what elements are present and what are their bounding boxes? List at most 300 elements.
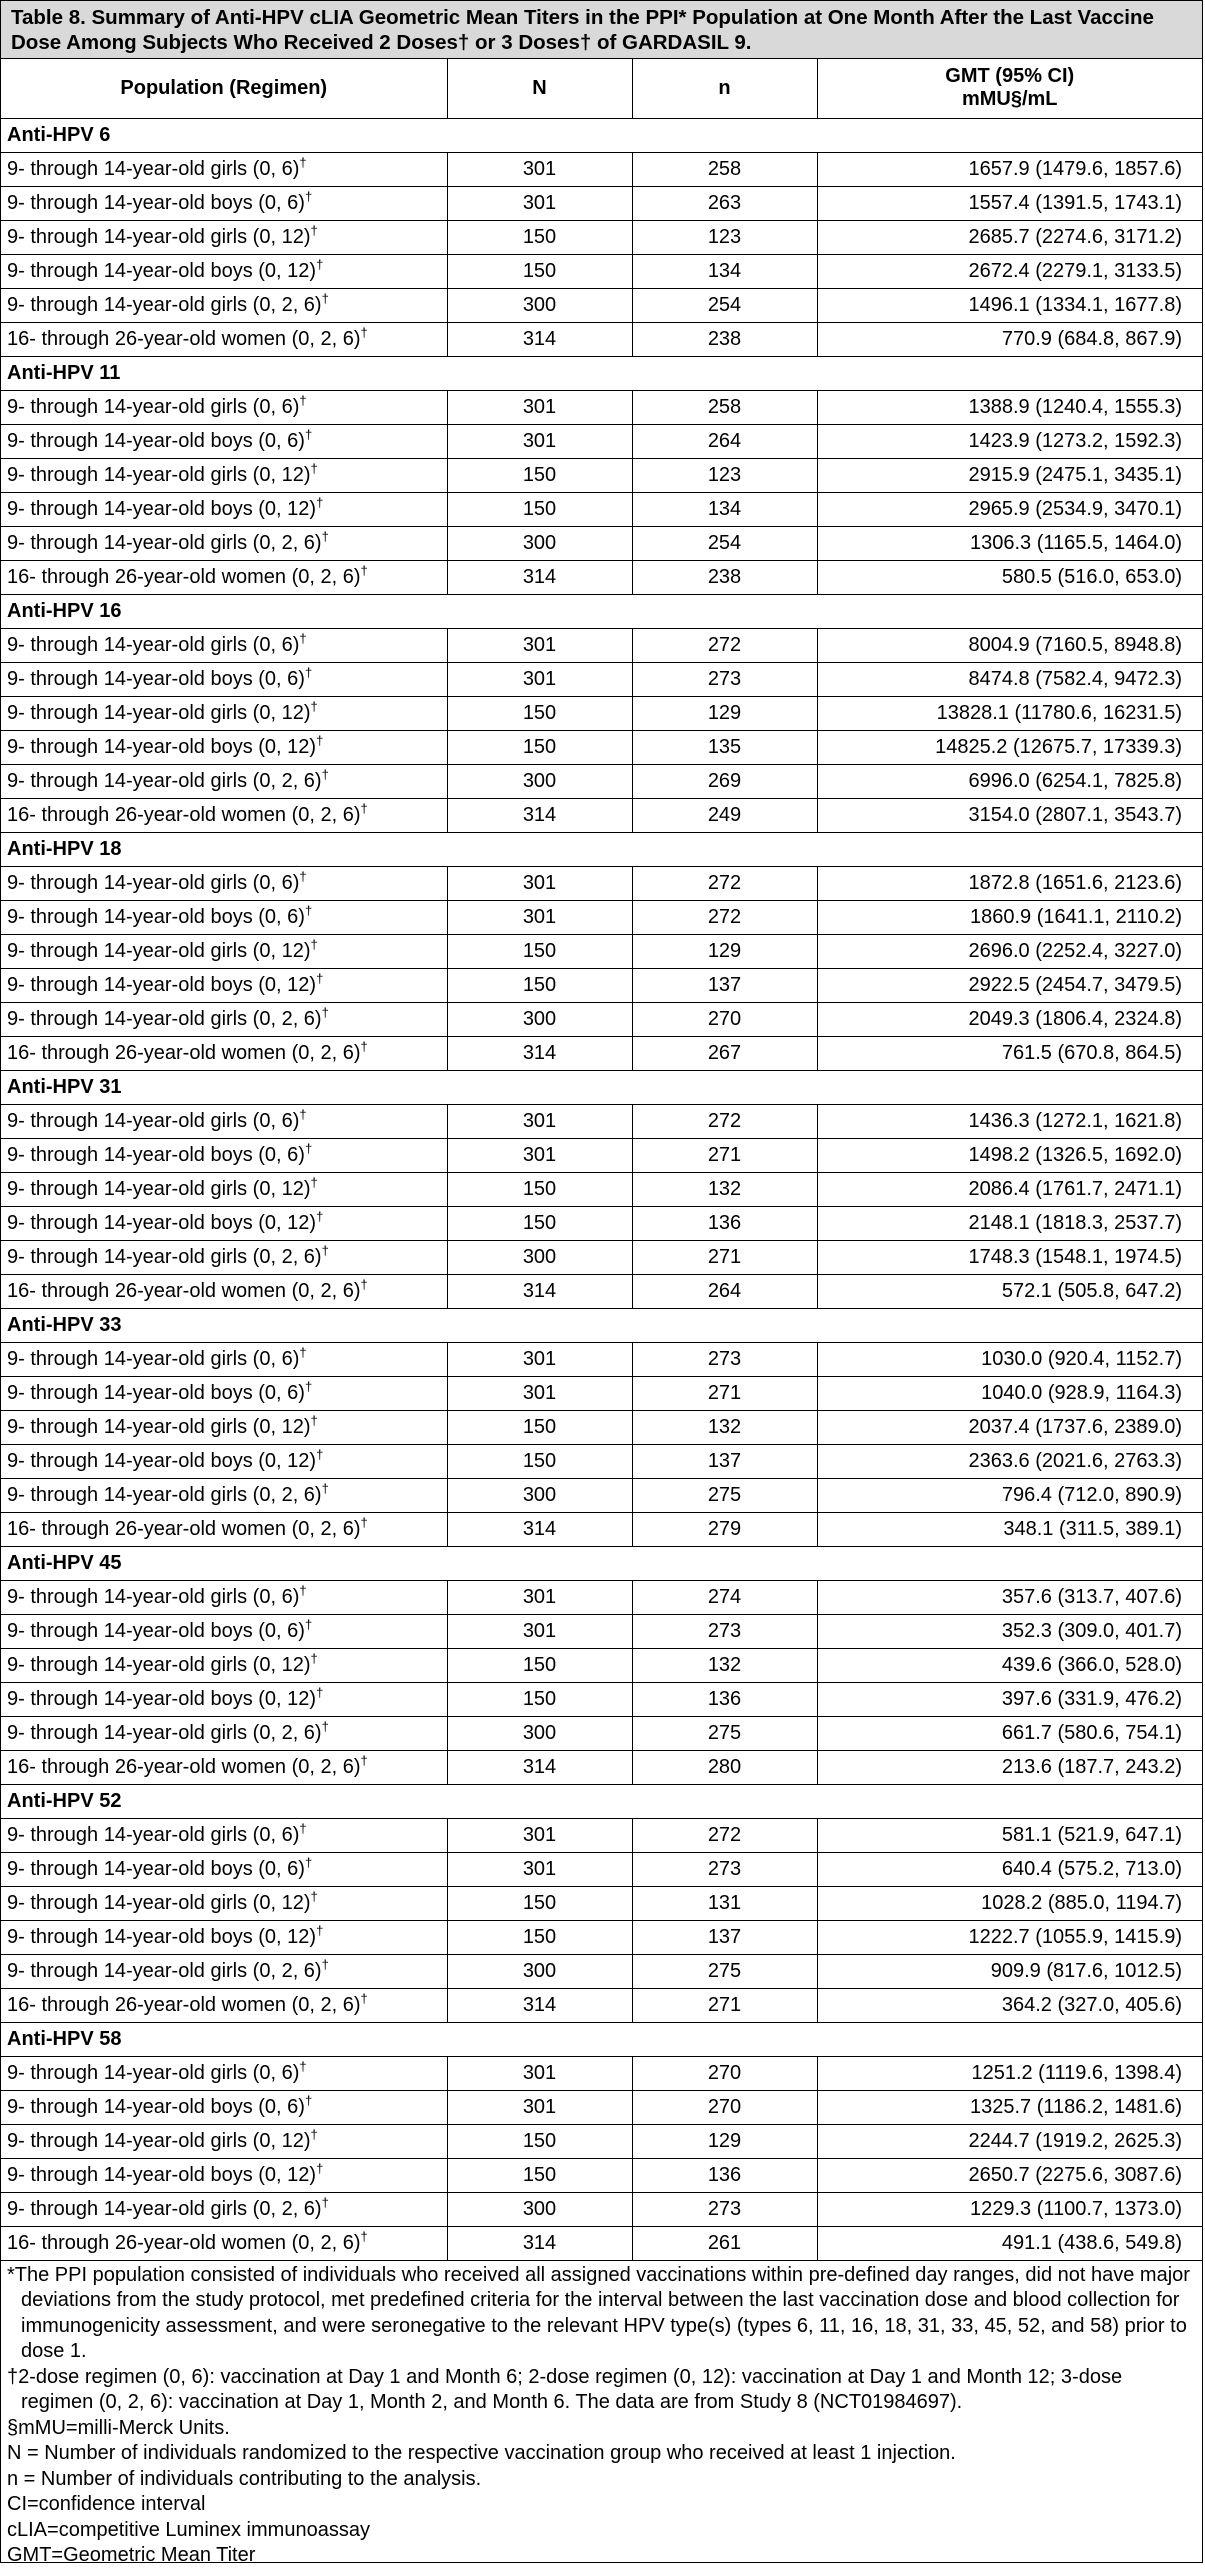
dagger-mark: † [316, 970, 324, 986]
section-label: Anti-HPV 33 [1, 1308, 1202, 1342]
cell-population [1, 2056, 447, 2090]
population-text: 9- through 14-year-old girls (0, 6) [7, 2061, 300, 2084]
table-row [1, 1104, 1202, 1138]
table-row [1, 1614, 1202, 1648]
table-row [1, 1342, 1202, 1376]
cell-n: 132 [632, 1410, 817, 1444]
cell-N: 150 [447, 1682, 632, 1716]
cell-N: 301 [447, 866, 632, 900]
cell-population [1, 1920, 447, 1954]
population-text: 9- through 14-year-old boys (0, 12) [7, 973, 317, 996]
cell-N: 301 [447, 1376, 632, 1410]
cell-gmt: 580.5 (516.0, 653.0) [817, 560, 1202, 594]
table-row [1, 696, 1202, 730]
population-text: 9- through 14-year-old girls (0, 6) [7, 395, 300, 418]
cell-n: 135 [632, 730, 817, 764]
cell-n: 273 [632, 662, 817, 696]
table-row [1, 1376, 1202, 1410]
cell-N: 301 [447, 662, 632, 696]
dagger-mark: † [321, 1956, 329, 1972]
table-row [1, 968, 1202, 1002]
cell-n: 264 [632, 424, 817, 458]
dagger-mark: † [299, 2058, 307, 2074]
cell-gmt: 2672.4 (2279.1, 3133.5) [817, 254, 1202, 288]
table-row [1, 492, 1202, 526]
cell-n: 273 [632, 1342, 817, 1376]
header-gmt-line1: GMT (95% CI) [945, 65, 1075, 88]
cell-N: 300 [447, 1478, 632, 1512]
dagger-mark: † [304, 2092, 313, 2108]
cell-n: 123 [632, 220, 817, 254]
cell-gmt: 1030.0 (920.4, 1152.7) [817, 1342, 1202, 1376]
table-row [1, 390, 1202, 424]
cell-N: 150 [447, 1410, 632, 1444]
cell-N: 301 [447, 1614, 632, 1648]
cell-population [1, 186, 447, 220]
population-text: 9- through 14-year-old girls (0, 2, 6) [7, 1245, 322, 1268]
table-row [1, 220, 1202, 254]
cell-n: 267 [632, 1036, 817, 1070]
cell-N: 301 [447, 1138, 632, 1172]
cell-n: 123 [632, 458, 817, 492]
population-text: 9- through 14-year-old boys (0, 6) [7, 1143, 305, 1166]
cell-N: 150 [447, 492, 632, 526]
cell-population [1, 1954, 447, 1988]
cell-N: 301 [447, 424, 632, 458]
population-text: 9- through 14-year-old boys (0, 12) [7, 1687, 317, 1710]
table-row [1, 288, 1202, 322]
population-text: 9- through 14-year-old girls (0, 2, 6) [7, 293, 322, 316]
dagger-mark: † [299, 154, 307, 170]
cell-population [1, 1682, 447, 1716]
table-row [1, 322, 1202, 356]
cell-gmt: 2037.4 (1737.6, 2389.0) [817, 1410, 1202, 1444]
dagger-mark: † [304, 1854, 313, 1870]
table-row [1, 1206, 1202, 1240]
cell-gmt: 661.7 (580.6, 754.1) [817, 1716, 1202, 1750]
header-population: Population (Regimen) [1, 59, 447, 118]
population-text: 9- through 14-year-old girls (0, 2, 6) [7, 1483, 322, 1506]
table-row [1, 1682, 1202, 1716]
table-row [1, 1036, 1202, 1070]
cell-population [1, 1512, 447, 1546]
population-text: 9- through 14-year-old boys (0, 6) [7, 905, 305, 928]
dagger-mark: † [299, 1106, 307, 1122]
table-row [1, 1852, 1202, 1886]
cell-population [1, 526, 447, 560]
table-row [1, 2226, 1202, 2260]
cell-n: 131 [632, 1886, 817, 1920]
population-text: 9- through 14-year-old boys (0, 6) [7, 191, 305, 214]
cell-N: 314 [447, 560, 632, 594]
cell-gmt: 1222.7 (1055.9, 1415.9) [817, 1920, 1202, 1954]
dagger-mark: † [321, 1242, 329, 1258]
section-row [1, 1308, 1202, 1342]
cell-population [1, 424, 447, 458]
cell-gmt: 1436.3 (1272.1, 1621.8) [817, 1104, 1202, 1138]
dagger-mark: † [316, 1208, 324, 1224]
cell-population [1, 1036, 447, 1070]
cell-gmt: 572.1 (505.8, 647.2) [817, 1274, 1202, 1308]
cell-gmt: 2650.7 (2275.6, 3087.6) [817, 2158, 1202, 2192]
footnote-mmu: §mMU=milli-Merck Units. [7, 2416, 230, 2439]
cell-gmt: 1306.3 (1165.5, 1464.0) [817, 526, 1202, 560]
table-row [1, 1886, 1202, 1920]
cell-gmt: 8004.9 (7160.5, 8948.8) [817, 628, 1202, 662]
cell-n: 136 [632, 1206, 817, 1240]
footnote-ci: CI=confidence interval [7, 2493, 206, 2515]
dagger-mark: † [299, 868, 307, 884]
table-row [1, 1954, 1202, 1988]
table-row [1, 1580, 1202, 1614]
cell-gmt: 14825.2 (12675.7, 17339.3) [817, 730, 1202, 764]
cell-gmt: 13828.1 (11780.6, 16231.5) [817, 696, 1202, 730]
cell-n: 272 [632, 1104, 817, 1138]
footnotes [1, 2261, 1202, 2569]
table-row [1, 1818, 1202, 1852]
table-row [1, 1750, 1202, 1784]
cell-n: 258 [632, 390, 817, 424]
cell-N: 314 [447, 1512, 632, 1546]
population-text: 9- through 14-year-old boys (0, 12) [7, 259, 317, 282]
table-row [1, 458, 1202, 492]
cell-population [1, 1478, 447, 1512]
cell-gmt: 6996.0 (6254.1, 7825.8) [817, 764, 1202, 798]
cell-gmt: 1388.9 (1240.4, 1555.3) [817, 390, 1202, 424]
table-row [1, 424, 1202, 458]
cell-population [1, 2090, 447, 2124]
cell-population [1, 1648, 447, 1682]
cell-N: 301 [447, 186, 632, 220]
cell-N: 300 [447, 2192, 632, 2226]
population-text: 9- through 14-year-old boys (0, 6) [7, 1619, 305, 1642]
gmt-table [1, 59, 1202, 2261]
section-label: Anti-HPV 31 [1, 1070, 1202, 1104]
cell-N: 314 [447, 322, 632, 356]
dagger-mark: † [304, 188, 313, 204]
population-text: 9- through 14-year-old girls (0, 12) [7, 463, 311, 486]
dagger-mark: † [310, 2126, 318, 2142]
dagger-mark: † [316, 2160, 324, 2176]
footnote-regimen: †2-dose regimen (0, 6): vaccination at Day 1 and Month 6; 2-dose regimen (0, 12): vaccination at Day 1 and Month 12; 3-dose regimen (0, 2, 6): vaccination at Day 1, Month 2, and Month 6. The data are from Study 8 (NCT01984697). [7, 2365, 1123, 2413]
section-row [1, 594, 1202, 628]
cell-gmt: 761.5 (670.8, 864.5) [817, 1036, 1202, 1070]
dagger-mark: † [360, 562, 368, 578]
cell-population [1, 798, 447, 832]
cell-population [1, 254, 447, 288]
population-text: 9- through 14-year-old boys (0, 12) [7, 1449, 317, 1472]
table-row [1, 1172, 1202, 1206]
dagger-mark: † [360, 324, 368, 340]
cell-gmt: 1748.3 (1548.1, 1974.5) [817, 1240, 1202, 1274]
dagger-mark: † [360, 1752, 368, 1768]
cell-n: 271 [632, 1138, 817, 1172]
population-text: 9- through 14-year-old boys (0, 12) [7, 735, 317, 758]
population-text: 9- through 14-year-old girls (0, 2, 6) [7, 531, 322, 554]
cell-n: 275 [632, 1716, 817, 1750]
cell-gmt: 796.4 (712.0, 890.9) [817, 1478, 1202, 1512]
population-text: 9- through 14-year-old girls (0, 12) [7, 1415, 311, 1438]
cell-N: 150 [447, 254, 632, 288]
dagger-mark: † [321, 2194, 329, 2210]
cell-gmt: 1860.9 (1641.1, 2110.2) [817, 900, 1202, 934]
dagger-mark: † [310, 1888, 318, 1904]
population-text: 9- through 14-year-old boys (0, 6) [7, 667, 305, 690]
dagger-mark: † [316, 1684, 324, 1700]
population-text: 9- through 14-year-old girls (0, 6) [7, 157, 300, 180]
cell-population [1, 560, 447, 594]
population-text: 9- through 14-year-old girls (0, 12) [7, 2129, 311, 2152]
cell-n: 129 [632, 2124, 817, 2158]
dagger-mark: † [321, 1718, 329, 1734]
cell-gmt: 2696.0 (2252.4, 3227.0) [817, 934, 1202, 968]
cell-gmt: 770.9 (684.8, 867.9) [817, 322, 1202, 356]
table-row [1, 900, 1202, 934]
population-text: 9- through 14-year-old girls (0, 12) [7, 701, 311, 724]
table-row [1, 1138, 1202, 1172]
cell-N: 301 [447, 1852, 632, 1886]
population-text: 9- through 14-year-old girls (0, 2, 6) [7, 1959, 322, 1982]
population-text: 9- through 14-year-old boys (0, 12) [7, 1211, 317, 1234]
cell-gmt: 357.6 (313.7, 407.6) [817, 1580, 1202, 1614]
cell-population [1, 1410, 447, 1444]
dagger-mark: † [299, 1344, 307, 1360]
table-row [1, 2090, 1202, 2124]
dagger-mark: † [304, 1378, 313, 1394]
table-row [1, 254, 1202, 288]
dagger-mark: † [360, 1514, 368, 1530]
table-row [1, 934, 1202, 968]
population-text: 16- through 26-year-old women (0, 2, 6) [7, 803, 361, 826]
dagger-mark: † [321, 1480, 329, 1496]
cell-n: 270 [632, 2056, 817, 2090]
cell-N: 300 [447, 526, 632, 560]
cell-population [1, 1580, 447, 1614]
table-row [1, 2158, 1202, 2192]
cell-gmt: 1657.9 (1479.6, 1857.6) [817, 152, 1202, 186]
population-text: 9- through 14-year-old girls (0, 6) [7, 871, 300, 894]
cell-population [1, 390, 447, 424]
cell-n: 258 [632, 152, 817, 186]
cell-N: 301 [447, 1104, 632, 1138]
cell-n: 272 [632, 628, 817, 662]
population-text: 16- through 26-year-old women (0, 2, 6) [7, 1755, 361, 1778]
cell-N: 300 [447, 288, 632, 322]
cell-gmt: 2086.4 (1761.7, 2471.1) [817, 1172, 1202, 1206]
cell-gmt: 2965.9 (2534.9, 3470.1) [817, 492, 1202, 526]
cell-population [1, 1886, 447, 1920]
table-row [1, 1648, 1202, 1682]
cell-gmt: 1498.2 (1326.5, 1692.0) [817, 1138, 1202, 1172]
cell-n: 132 [632, 1648, 817, 1682]
dagger-mark: † [316, 256, 324, 272]
cell-population [1, 1206, 447, 1240]
cell-population [1, 1716, 447, 1750]
dagger-mark: † [360, 1276, 368, 1292]
cell-N: 300 [447, 1240, 632, 1274]
cell-n: 271 [632, 1988, 817, 2022]
dagger-mark: † [310, 1650, 318, 1666]
population-text: 16- through 26-year-old women (0, 2, 6) [7, 1517, 361, 1540]
footnote-N: N = Number of individuals randomized to the respective vaccination group who received at least 1 injection. [7, 2442, 956, 2464]
footnote-n: n = Number of individuals contributing to the analysis. [7, 2467, 482, 2490]
cell-n: 272 [632, 1818, 817, 1852]
population-text: 9- through 14-year-old girls (0, 2, 6) [7, 2197, 322, 2220]
population-text: 9- through 14-year-old boys (0, 12) [7, 497, 317, 520]
cell-N: 150 [447, 220, 632, 254]
population-text: 16- through 26-year-old women (0, 2, 6) [7, 1041, 361, 1064]
header-row [1, 59, 1202, 118]
dagger-mark: † [321, 1004, 329, 1020]
cell-n: 134 [632, 492, 817, 526]
header-gmt-line2: mMU§/mL [961, 88, 1058, 111]
cell-population [1, 1444, 447, 1478]
cell-gmt: 1229.3 (1100.7, 1373.0) [817, 2192, 1202, 2226]
cell-n: 273 [632, 2192, 817, 2226]
cell-n: 261 [632, 2226, 817, 2260]
cell-population [1, 696, 447, 730]
cell-population [1, 900, 447, 934]
cell-population [1, 1750, 447, 1784]
cell-N: 314 [447, 1036, 632, 1070]
dagger-mark: † [299, 1820, 307, 1836]
cell-population [1, 1274, 447, 1308]
cell-N: 301 [447, 2056, 632, 2090]
header-n: n [632, 59, 817, 118]
cell-population [1, 1138, 447, 1172]
dagger-mark: † [310, 222, 318, 238]
table-row [1, 1988, 1202, 2022]
cell-N: 301 [447, 2090, 632, 2124]
cell-n: 269 [632, 764, 817, 798]
population-text: 9- through 14-year-old boys (0, 6) [7, 2095, 305, 2118]
cell-gmt: 1872.8 (1651.6, 2123.6) [817, 866, 1202, 900]
table-row [1, 2192, 1202, 2226]
population-text: 9- through 14-year-old girls (0, 12) [7, 225, 311, 248]
cell-N: 150 [447, 1172, 632, 1206]
cell-population [1, 1104, 447, 1138]
section-row [1, 356, 1202, 390]
section-label: Anti-HPV 52 [1, 1784, 1202, 1818]
population-text: 9- through 14-year-old girls (0, 6) [7, 1109, 300, 1132]
cell-gmt: 1557.4 (1391.5, 1743.1) [817, 186, 1202, 220]
cell-population [1, 2158, 447, 2192]
section-row [1, 1546, 1202, 1580]
cell-population [1, 662, 447, 696]
cell-population [1, 322, 447, 356]
section-row [1, 2022, 1202, 2056]
dagger-mark: † [304, 1616, 313, 1632]
table-row [1, 1444, 1202, 1478]
population-text: 9- through 14-year-old girls (0, 12) [7, 1891, 311, 1914]
cell-population [1, 1240, 447, 1274]
cell-population [1, 288, 447, 322]
cell-n: 129 [632, 696, 817, 730]
cell-N: 150 [447, 730, 632, 764]
cell-n: 137 [632, 968, 817, 1002]
cell-population [1, 968, 447, 1002]
cell-n: 263 [632, 186, 817, 220]
section-label: Anti-HPV 16 [1, 594, 1202, 628]
cell-gmt: 1325.7 (1186.2, 1481.6) [817, 2090, 1202, 2124]
cell-n: 279 [632, 1512, 817, 1546]
dagger-mark: † [316, 732, 324, 748]
cell-N: 300 [447, 764, 632, 798]
cell-N: 314 [447, 2226, 632, 2260]
cell-N: 301 [447, 390, 632, 424]
cell-n: 132 [632, 1172, 817, 1206]
cell-population [1, 1818, 447, 1852]
population-text: 16- through 26-year-old women (0, 2, 6) [7, 1993, 361, 2016]
dagger-mark: † [360, 800, 368, 816]
cell-gmt: 491.1 (438.6, 549.8) [817, 2226, 1202, 2260]
table-row [1, 1002, 1202, 1036]
dagger-mark: † [310, 1412, 318, 1428]
cell-N: 301 [447, 628, 632, 662]
dagger-mark: † [304, 664, 313, 680]
cell-population [1, 866, 447, 900]
cell-population [1, 220, 447, 254]
table-row [1, 764, 1202, 798]
cell-n: 249 [632, 798, 817, 832]
dagger-mark: † [316, 1922, 324, 1938]
cell-N: 150 [447, 1886, 632, 1920]
dagger-mark: † [304, 1140, 313, 1156]
cell-n: 137 [632, 1444, 817, 1478]
cell-n: 271 [632, 1240, 817, 1274]
cell-gmt: 364.2 (327.0, 405.6) [817, 1988, 1202, 2022]
cell-N: 150 [447, 968, 632, 1002]
cell-gmt: 1028.2 (885.0, 1194.7) [817, 1886, 1202, 1920]
table-body [1, 118, 1202, 2260]
cell-n: 272 [632, 866, 817, 900]
cell-N: 301 [447, 152, 632, 186]
cell-population [1, 730, 447, 764]
cell-population [1, 2192, 447, 2226]
cell-n: 136 [632, 1682, 817, 1716]
dagger-mark: † [360, 2228, 368, 2244]
cell-population [1, 1988, 447, 2022]
cell-n: 136 [632, 2158, 817, 2192]
cell-gmt: 2049.3 (1806.4, 2324.8) [817, 1002, 1202, 1036]
cell-population [1, 1852, 447, 1886]
table-row [1, 1274, 1202, 1308]
table-row [1, 560, 1202, 594]
dagger-mark: † [304, 426, 313, 442]
cell-N: 314 [447, 1988, 632, 2022]
cell-gmt: 640.4 (575.2, 713.0) [817, 1852, 1202, 1886]
cell-gmt: 2915.9 (2475.1, 3435.1) [817, 458, 1202, 492]
cell-n: 134 [632, 254, 817, 288]
cell-n: 271 [632, 1376, 817, 1410]
section-label: Anti-HPV 18 [1, 832, 1202, 866]
dagger-mark: † [299, 630, 307, 646]
cell-n: 238 [632, 560, 817, 594]
cell-gmt: 439.6 (366.0, 528.0) [817, 1648, 1202, 1682]
population-text: 9- through 14-year-old girls (0, 12) [7, 1653, 311, 1676]
cell-N: 301 [447, 1580, 632, 1614]
cell-gmt: 1040.0 (928.9, 1164.3) [817, 1376, 1202, 1410]
cell-n: 254 [632, 526, 817, 560]
cell-population [1, 1342, 447, 1376]
cell-population [1, 628, 447, 662]
population-text: 9- through 14-year-old boys (0, 12) [7, 1925, 317, 1948]
cell-N: 150 [447, 1648, 632, 1682]
population-text: 9- through 14-year-old girls (0, 6) [7, 1585, 300, 1608]
population-text: 9- through 14-year-old girls (0, 2, 6) [7, 1721, 322, 1744]
dagger-mark: † [316, 494, 324, 510]
cell-population [1, 1376, 447, 1410]
